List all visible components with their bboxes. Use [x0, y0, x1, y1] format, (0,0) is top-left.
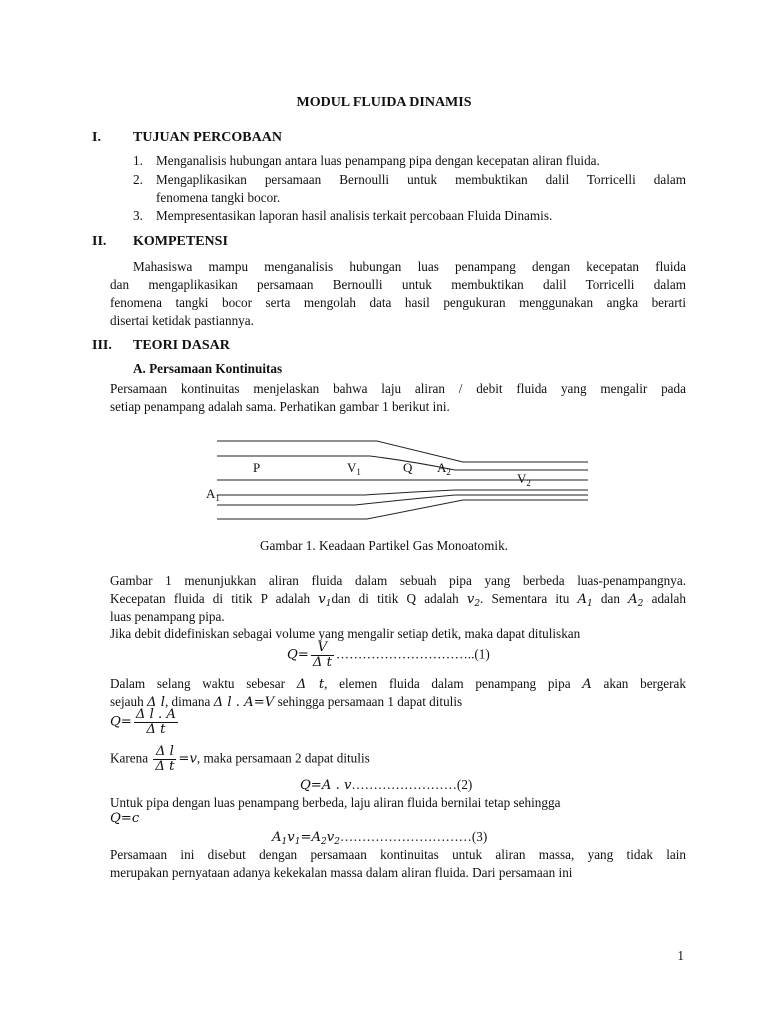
eq1-numerator: V [311, 641, 334, 656]
objective-3-text: Mempresentasikan laporan hasil analisis terkait percobaan Fluida Dinamis. [156, 208, 553, 223]
eq2-denominator: Δ t [146, 722, 166, 737]
kompetensi-line-4: disertai ketidak pastiannya. [110, 313, 254, 328]
eq4-a2: A [311, 830, 322, 845]
body-p4-text-a: Karena [110, 750, 152, 766]
body-p6-line-1: Persamaan ini disebut dengan persamaan kontinuitas untuk aliran massa, yang tidak lain [110, 847, 686, 862]
var-delta-l: Δ l [147, 695, 165, 710]
page-number: 1 [677, 948, 684, 963]
var-v1 [318, 592, 331, 607]
eq2-fraction [134, 708, 178, 737]
p4-denominator: Δ t [155, 759, 175, 774]
var-a1-sub: 1 [587, 599, 593, 609]
body-p5-equation: Q=c [110, 811, 140, 826]
var-a2 [628, 592, 643, 607]
body-p3-text-f: sehingga persamaan 1 dapat ditulis [274, 694, 463, 709]
eq3-number: ……………………(2) [351, 777, 473, 792]
pipe-diagram [205, 437, 590, 525]
eq4-lhs [272, 830, 340, 845]
equation-3 [300, 776, 472, 795]
label-a1-sub: 1 [215, 493, 220, 503]
eq4-v2: v [326, 830, 335, 845]
body-p1-text-c: . Sementara itu [480, 591, 578, 606]
eq1-number: …………………………..(1) [335, 646, 490, 662]
body-p1-line-1: Gambar 1 menunjukkan aliran fluida dalam sebuah pipa yang berbeda luas-penampangnya. [110, 573, 686, 588]
label-v2-letter: V [517, 471, 527, 486]
eq4-v2-sub: 2 [334, 837, 340, 847]
p4-fraction [153, 745, 176, 774]
label-point-q: Q [403, 460, 413, 475]
section-3-number: III. [92, 338, 112, 353]
label-a1 [206, 485, 220, 507]
eq4-equals: = [300, 830, 312, 845]
section-1-number: I. [92, 130, 101, 145]
section-3-title: TEORI DASAR [133, 338, 230, 353]
section-2-number: II. [92, 234, 107, 249]
objective-2-text-line1: Mengaplikasikan persamaan Bernoulli untuk membuktikan dalil Torricelli dalam [156, 172, 686, 187]
eq2-lhs: Q= [110, 714, 132, 730]
body-p3-line-2 [110, 693, 686, 712]
var-v1-sub: 1 [325, 599, 332, 609]
var-a1 [577, 592, 592, 607]
subsection-title: A. Persamaan Kontinuitas [133, 361, 283, 376]
var-v2 [467, 592, 480, 607]
objective-1-text: Menganalisis hubungan antara luas penampang pipa dengan kecepatan aliran fluida. [156, 153, 600, 168]
label-v1 [347, 459, 361, 481]
body-p2: Jika debit didefiniskan sebagai volume yang mengalir setiap detik, maka dapat dituliskan [110, 626, 581, 641]
intro-line-1: Persamaan kontinuitas menjelaskan bahwa laju aliran / debit fluida yang mengalir pada [110, 381, 686, 396]
eq1-denominator: Δ t [312, 655, 332, 670]
eq1-fraction [311, 641, 334, 670]
body-p3-text-d: sejauh [110, 694, 147, 709]
var-a2-sub: 2 [637, 599, 644, 609]
eq2-numerator: Δ l . A [135, 707, 176, 722]
figure-caption: Gambar 1. Keadaan Partikel Gas Monoatomik. [260, 538, 508, 553]
eq4-a1: A [272, 830, 282, 845]
eq4-v1: v [287, 830, 295, 845]
var-delta-t: Δ t [296, 677, 325, 692]
label-a1-letter: A [206, 486, 216, 501]
streamline-4-curve [355, 495, 455, 505]
var-a1-letter: A [577, 592, 587, 607]
var-a2-letter: A [628, 592, 638, 607]
objective-3-number: 3. [133, 208, 143, 223]
label-v2-sub: 2 [526, 478, 531, 488]
pipe-taper-bottom-wall [367, 500, 463, 519]
inline-equation-volume: Δ l . A=V [213, 695, 275, 710]
streamline-3-curve [365, 490, 455, 495]
pipe-figure [205, 437, 590, 525]
eq4-a2-sub: 2 [321, 837, 327, 847]
label-a2 [437, 459, 451, 481]
objective-2-number: 2. [133, 172, 143, 187]
body-p3-text-b: , elemen fluida dalam penampang pipa [324, 676, 583, 691]
p4-equals-v: =v [178, 751, 197, 767]
body-p3-text-a: Dalam selang waktu sebesar [110, 676, 297, 691]
body-p1-text-a: Kecepatan fluida di titik P adalah [110, 591, 319, 606]
body-p3-text-c: akan bergerak [591, 676, 686, 691]
var-v1-letter: v [318, 592, 326, 607]
body-p4 [110, 745, 370, 774]
kompetensi-line-2: dan mengaplikasikan persamaan Bernoulli untuk membuktikan dalil Torricelli dalam [110, 277, 686, 292]
body-p1-text-b: dan di titik Q adalah [331, 591, 467, 606]
eq3-expression: Q=A . v [300, 778, 352, 793]
body-p5: Untuk pipa dengan luas penampang berbeda, laju aliran fluida bernilai tetap sehingga [110, 795, 561, 810]
eq4-a1-sub: 1 [281, 837, 288, 847]
body-p6-line-2: merupakan pernyataan adanya kekekalan massa dalam aliran fluida. Dari persamaan ini [110, 865, 573, 880]
kompetensi-line-3: fenomena tangki bocor serta mengolah data hasil pengukuran menggunakan angka berarti [110, 295, 686, 310]
label-a2-letter: A [437, 460, 447, 475]
objective-1-number: 1. [133, 153, 143, 168]
section-2-title: KOMPETENSI [133, 234, 228, 249]
var-a: A [582, 677, 592, 692]
p4-numerator: Δ l [153, 745, 176, 760]
body-p3-text-e: , dimana [164, 694, 214, 709]
var-v2-letter: v [466, 592, 475, 607]
body-p4-text-b: , maka persamaan 2 dapat ditulis [196, 750, 370, 766]
body-p1-text-e: adalah [643, 591, 686, 606]
label-v1-letter: V [347, 460, 357, 475]
equation-2 [110, 708, 180, 737]
page-title: MODUL FLUIDA DINAMIS [296, 95, 472, 110]
body-p1-line-3: luas penampang pipa. [110, 609, 225, 624]
intro-line-2: setiap penampang adalah sama. Perhatikan gambar 1 berikut ini. [110, 399, 450, 414]
body-p1-text-d: dan [592, 591, 629, 606]
label-v2 [517, 470, 531, 492]
label-v1-sub: 1 [356, 467, 361, 477]
objective-2-text-line2: fenomena tangki bocor. [156, 190, 281, 205]
section-1-title: TUJUAN PERCOBAAN [133, 130, 282, 145]
eq4-number: …………………………(3) [339, 829, 488, 844]
body-p3-line-1 [110, 675, 686, 694]
kompetensi-line-1: Mahasiswa mampu menganalisis hubungan luas penampang dengan kecepatan fluida [133, 259, 686, 274]
eq1-lhs: Q= [287, 647, 309, 663]
equation-1 [287, 641, 490, 670]
eq4-v1-sub: 1 [294, 837, 301, 847]
label-point-p: P [253, 460, 261, 475]
var-v2-sub: 2 [474, 599, 481, 609]
label-a2-sub: 2 [446, 467, 451, 477]
